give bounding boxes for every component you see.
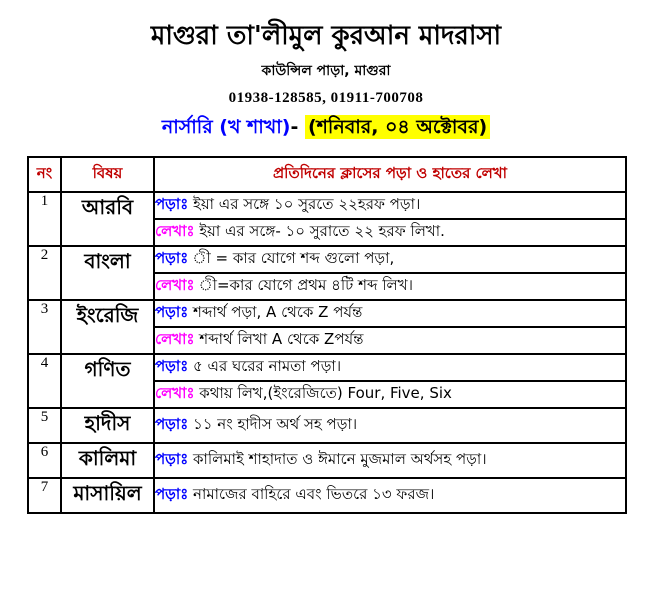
pora-label: পড়াঃ bbox=[155, 450, 189, 468]
row-number: 4 bbox=[28, 354, 61, 408]
date-highlight: (শনিবার, ০৪ অক্টোবর) bbox=[305, 115, 490, 139]
lekha-label: লেখাঃ bbox=[155, 276, 195, 294]
pora-cell bbox=[154, 300, 626, 327]
pora-text: ইয়া এর সঙ্গে ১০ সুরতে ২২হরফ পড়া। bbox=[193, 195, 421, 213]
row-number: 1 bbox=[28, 192, 61, 246]
table-row-english bbox=[28, 300, 626, 327]
lekha-text: কথায় লিখ,(ইংরেজিতে) Four, Five, Six bbox=[199, 384, 452, 402]
class-date-separator: - bbox=[290, 116, 305, 138]
subject-cell: মাসায়িল bbox=[61, 478, 154, 513]
pora-label: পড়াঃ bbox=[155, 195, 189, 213]
pora-text: ী = কার যোগে শব্দ গুলো পড়া, bbox=[210, 249, 395, 267]
pora-cell bbox=[154, 408, 626, 443]
row-number: 2 bbox=[28, 246, 61, 300]
pora-text: শব্দার্থ পড়া, A থেকে Z পর্যন্ত bbox=[193, 303, 363, 321]
pora-label: পড়াঃ bbox=[155, 303, 189, 321]
lekha-label: লেখাঃ bbox=[155, 222, 195, 240]
pora-text: ১১ নং হাদীস অর্থ সহ পড়া। bbox=[193, 415, 358, 433]
row-number: 6 bbox=[28, 443, 61, 478]
pora-text: নামাজের বাহিরে এবং ভিতরে ১৩ ফরজ। bbox=[193, 485, 435, 503]
lekha-cell bbox=[154, 219, 626, 246]
pora-text: কালিমাই শাহাদাত ও ঈমানে মুজমাল অর্থসহ পড়া। bbox=[193, 450, 487, 468]
pora-cell bbox=[154, 354, 626, 381]
table-header-row bbox=[28, 157, 626, 192]
pora-label: পড়াঃ bbox=[155, 485, 189, 503]
class-name: নার্সারি (খ শাখা) bbox=[161, 116, 291, 138]
pora-cell bbox=[154, 443, 626, 478]
lekha-cell bbox=[154, 327, 626, 354]
col-header-lesson: প্রতিদিনের ক্লাসের পড়া ও হাতের লেখা bbox=[154, 157, 626, 192]
pora-label: পড়াঃ bbox=[155, 357, 189, 375]
row-number: 3 bbox=[28, 300, 61, 354]
lekha-cell bbox=[154, 381, 626, 408]
pora-label: পড়াঃ bbox=[155, 249, 189, 267]
pora-cell bbox=[154, 192, 626, 219]
col-header-subject: বিষয় bbox=[61, 157, 154, 192]
table-row-arabic bbox=[28, 192, 626, 219]
page-title: মাগুরা তা'লীমুল কুরআন মাদরাসা bbox=[150, 21, 502, 51]
class-date-line bbox=[0, 113, 652, 145]
table-row-bangla bbox=[28, 246, 626, 273]
pora-cell bbox=[154, 478, 626, 513]
pora-label: পড়াঃ bbox=[155, 415, 189, 433]
table-row-math bbox=[28, 354, 626, 381]
pora-text: ৫ এর ঘরের নামতা পড়া। bbox=[193, 357, 342, 375]
lekha-text: ইয়া এর সঙ্গে- ১০ সুরাতে ২২ হরফ লিখা. bbox=[199, 222, 445, 240]
sheet-header bbox=[0, 0, 652, 145]
lekha-label: লেখাঃ bbox=[155, 384, 195, 402]
table-row-kalima bbox=[28, 443, 626, 478]
subject-cell: ইংরেজি bbox=[61, 300, 154, 354]
subject-cell: হাদীস bbox=[61, 408, 154, 443]
subject-cell: গণিত bbox=[61, 354, 154, 408]
row-number: 5 bbox=[28, 408, 61, 443]
pora-cell bbox=[154, 246, 626, 273]
table-row-hadith bbox=[28, 408, 626, 443]
lekha-cell bbox=[154, 273, 626, 300]
phone-numbers: 01938-128585, 01911-700708 bbox=[228, 90, 424, 106]
subject-cell: আরবি bbox=[61, 192, 154, 246]
col-header-no: নং bbox=[28, 157, 61, 192]
lesson-table bbox=[27, 156, 627, 514]
table-row-masail bbox=[28, 478, 626, 513]
lekha-label: লেখাঃ bbox=[155, 330, 195, 348]
subject-cell: বাংলা bbox=[61, 246, 154, 300]
lekha-text: শব্দার্থ লিখা A থেকে Zপর্যন্ত bbox=[199, 330, 364, 348]
row-number: 7 bbox=[28, 478, 61, 513]
subject-cell: কালিমা bbox=[61, 443, 154, 478]
lekha-text: ী=কার যোগে প্রথম ৪টি শব্দ লিখ। bbox=[216, 276, 413, 294]
address-line: কাউন্সিল পাড়া, মাগুরা bbox=[261, 63, 391, 79]
